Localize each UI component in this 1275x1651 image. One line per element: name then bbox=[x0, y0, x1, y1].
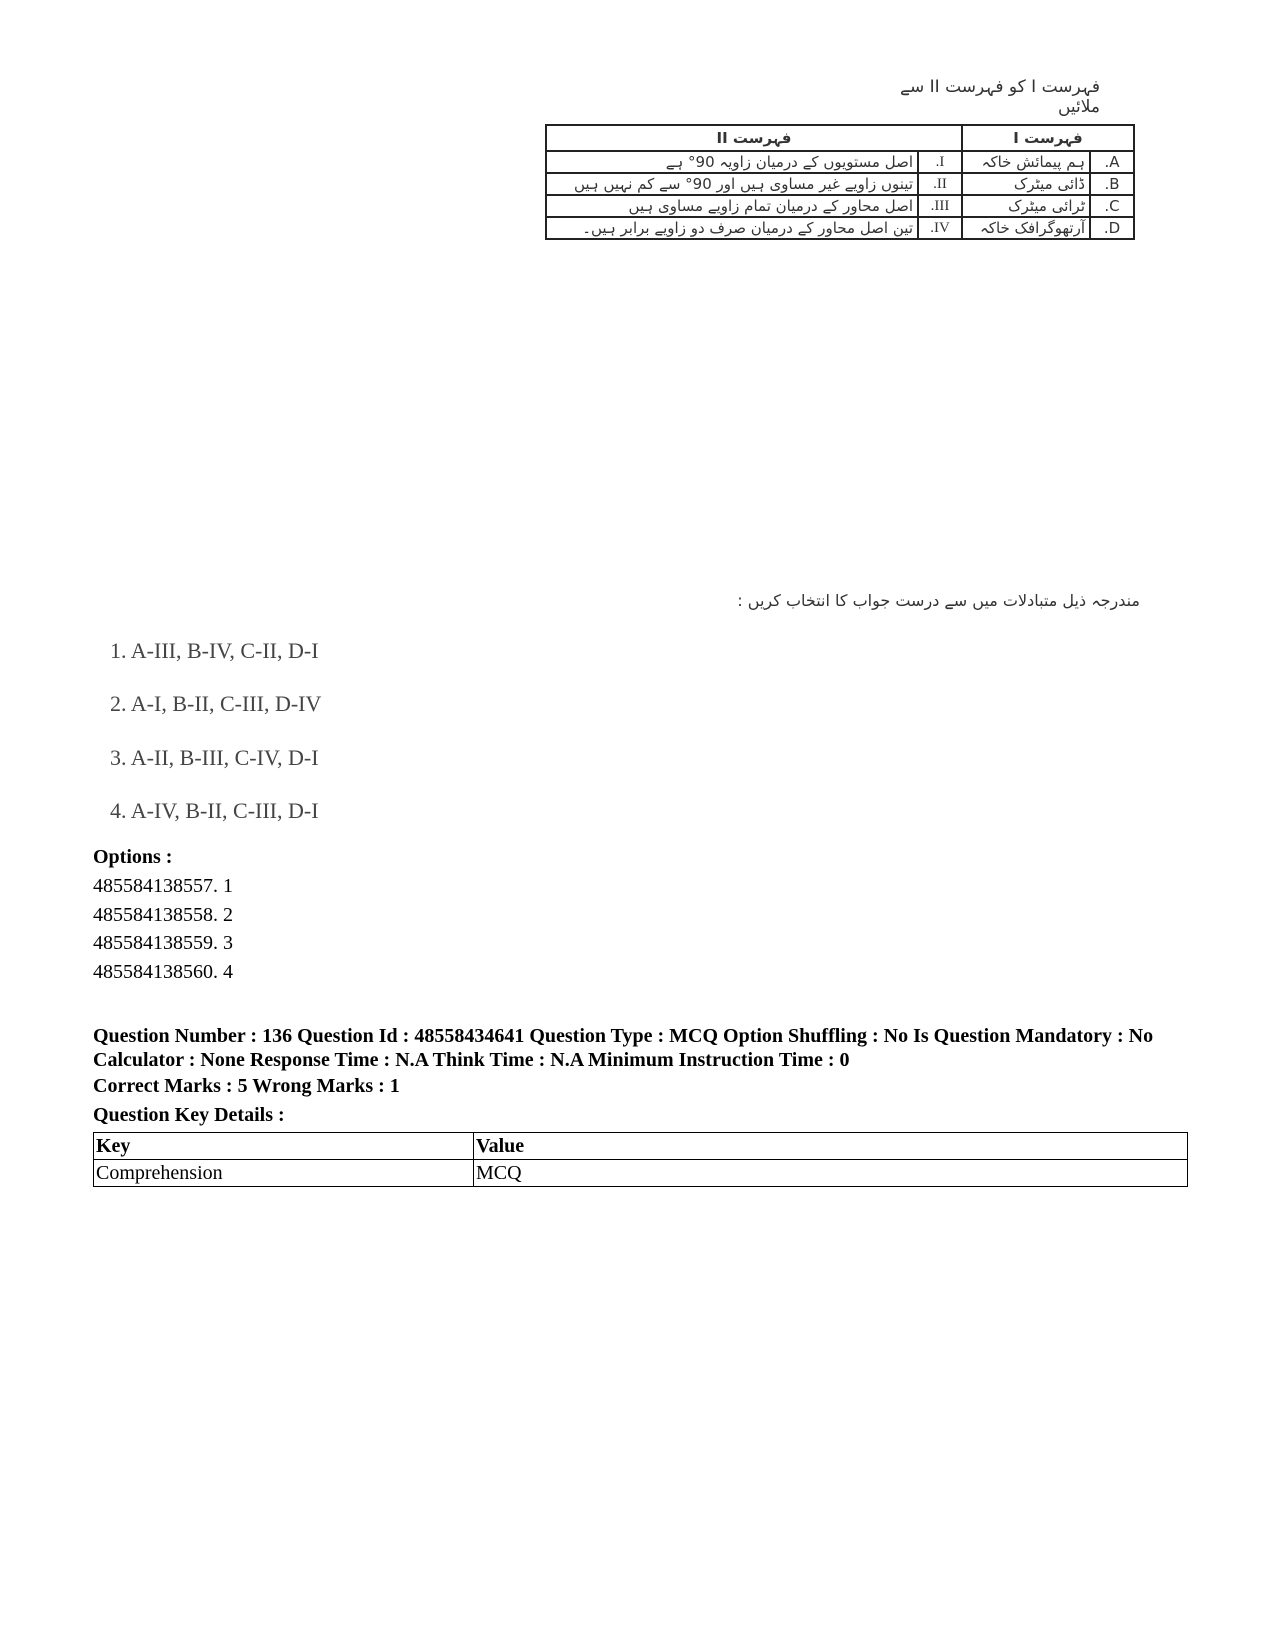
answer-choice: 1. A-III, B-IV, C-II, D-I bbox=[110, 638, 319, 663]
row-numeral: II. bbox=[918, 173, 962, 195]
answer-choice: 4. A-IV, B-II, C-III, D-I bbox=[110, 798, 319, 823]
key-header: Key bbox=[94, 1133, 474, 1160]
option-id: 485584138558. 2 bbox=[93, 904, 233, 926]
marks-line: Correct Marks : 5 Wrong Marks : 1 bbox=[93, 1075, 400, 1097]
question-meta: Question Number : 136 Question Id : 48558434641 Question Type : MCQ Option Shuffling : No Is Question Mandatory : No Calculator : None Response Time : N.A Think Time : N.A Minimum Instruction Time : 0 bbox=[93, 1025, 1154, 1071]
answer-choice: 2. A-I, B-II, C-III, D-IV bbox=[110, 691, 322, 716]
row-letter: D. bbox=[1090, 217, 1134, 239]
table-row bbox=[546, 217, 1134, 239]
key-table-header bbox=[94, 1133, 1188, 1160]
option-id: 485584138560. 4 bbox=[93, 961, 233, 983]
value-header: Value bbox=[474, 1133, 1188, 1160]
list2-header: فہرست II bbox=[546, 125, 962, 151]
row-numeral: IV. bbox=[918, 217, 962, 239]
match-table-header bbox=[546, 125, 1134, 151]
row-letter: B. bbox=[1090, 173, 1134, 195]
list1-item: ہم پیمائش خاکہ bbox=[962, 151, 1090, 173]
table-row bbox=[546, 195, 1134, 217]
key-details-heading: Question Key Details : bbox=[93, 1104, 285, 1126]
table-row bbox=[94, 1160, 1188, 1187]
select-instruction: مندرجہ ذیل متبادلات میں سے درست جواب کا انتخاب کریں : bbox=[737, 591, 1140, 610]
table-row bbox=[546, 173, 1134, 195]
list1-item: آرتھوگرافک خاکہ bbox=[962, 217, 1090, 239]
list2-item: تین اصل محاور کے درمیان صرف دو زاویے برابر ہیں۔ bbox=[546, 217, 918, 239]
answer-choice: 3. A-II, B-III, C-IV, D-I bbox=[110, 745, 319, 770]
list1-header: فہرست I bbox=[962, 125, 1134, 151]
list2-item: تینوں زاویے غیر مساوی ہیں اور 90° سے کم نہیں ہیں bbox=[546, 173, 918, 195]
row-numeral: III. bbox=[918, 195, 962, 217]
table-row bbox=[546, 151, 1134, 173]
key-details-table bbox=[93, 1132, 1188, 1187]
list1-item: ڈائی میٹرک bbox=[962, 173, 1090, 195]
row-letter: A. bbox=[1090, 151, 1134, 173]
option-id: 485584138557. 1 bbox=[93, 875, 233, 897]
options-heading: Options : bbox=[93, 846, 173, 868]
list2-item: اصل مستویوں کے درمیان زاویہ 90° ہے bbox=[546, 151, 918, 173]
match-instruction: فہرست I کو فہرست II سے ملائیں bbox=[900, 77, 1100, 117]
value-cell: MCQ bbox=[474, 1160, 1188, 1187]
list1-item: ٹرائی میٹرک bbox=[962, 195, 1090, 217]
row-letter: C. bbox=[1090, 195, 1134, 217]
key-cell: Comprehension bbox=[94, 1160, 474, 1187]
list2-item: اصل محاور کے درمیان تمام زاویے مساوی ہیں bbox=[546, 195, 918, 217]
match-table bbox=[545, 124, 1135, 240]
row-numeral: I. bbox=[918, 151, 962, 173]
option-id: 485584138559. 3 bbox=[93, 932, 233, 954]
